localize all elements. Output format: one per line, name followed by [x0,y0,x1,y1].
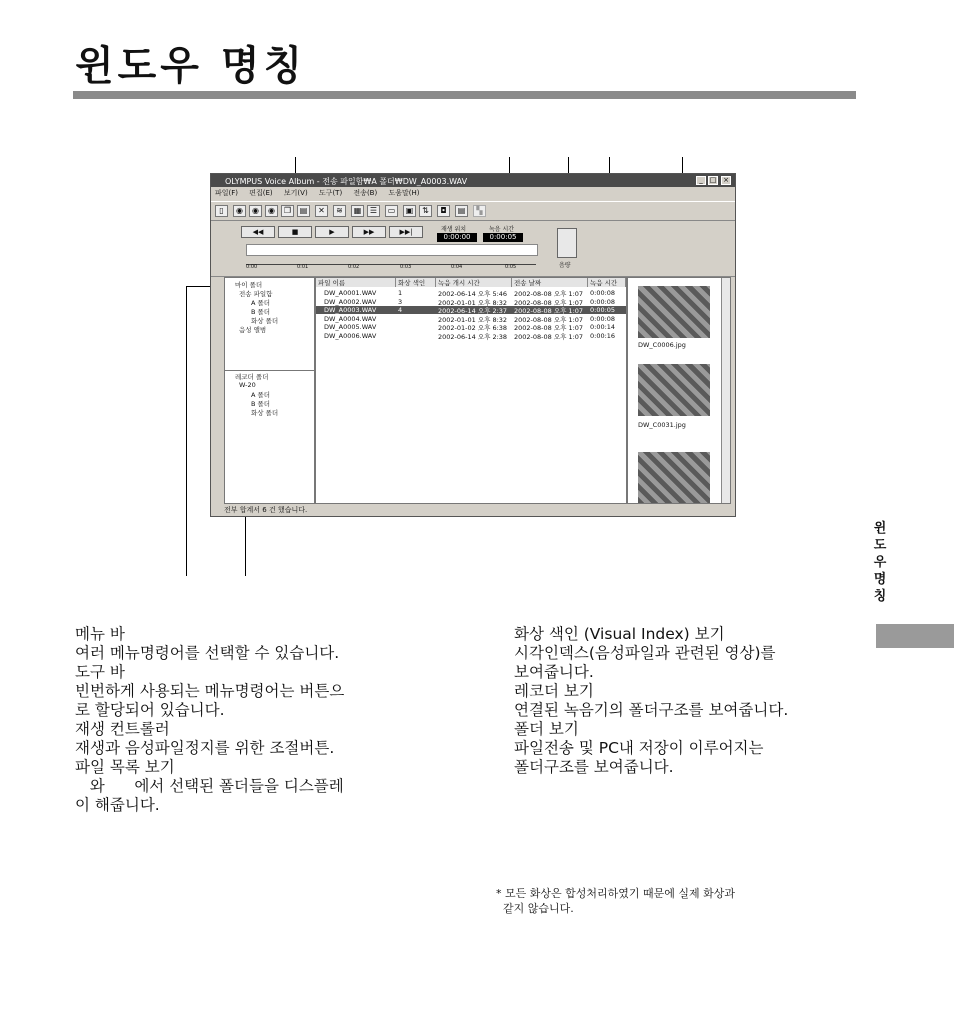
table-cell: DW_A0004.WAV [324,314,377,323]
table-cell: DW_A0006.WAV [324,331,377,340]
position-slider[interactable] [246,244,538,256]
table-cell: 1 [398,289,403,297]
play-file-icon[interactable]: ◉ [249,205,262,217]
footnote: * 모든 화상은 합성처리하였기 때문에 실제 화상과 같지 않습니다. [496,887,735,915]
tree-item[interactable]: 전송 파일함 [239,290,273,298]
title-bar [211,174,735,187]
menu-transfer[interactable]: 전송(B) [353,189,378,197]
table-cell: DW_A0005.WAV [324,323,377,331]
file-list-view [315,277,627,504]
window-title: OLYMPUS Voice Album - 전송 파일함₩A 폴더₩DW_A0003.WAV [225,177,468,186]
table-row[interactable] [316,298,626,306]
tree-item[interactable]: B 폴더 [251,308,271,316]
copy-icon[interactable]: ❐ [281,205,294,217]
table-cell: 2002-01-01 오후 8:32 [438,315,508,324]
table-cell: 0:00:16 [590,331,616,340]
table-cell: DW_A0003.WAV [324,306,377,314]
column-header[interactable]: 파일 이름 [316,278,396,287]
tree-item[interactable]: A 폴더 [251,391,271,399]
title-rule [73,91,856,99]
volume-label: 음량 [559,262,571,269]
table-cell: 2002-06-14 오후 5:46 [438,290,508,298]
thumbnail-image[interactable] [638,452,710,504]
tick-label: 0:03 [400,264,412,270]
right-description: 화상 색인 (Visual Index) 보기 시각인덱스(음성파일과 관련된 영상)를 보여줍니다. 레코더 보기 연결된 녹음기의 폴더구조를 보여줍니다. 폴더 보기 파일전송 및 PC내 저장이 이루어지는 폴더구조를 보여줍니다. [514,625,789,776]
fast-forward-button[interactable]: ▶▶ [352,226,386,238]
menu-bar [211,188,736,200]
image-icon[interactable]: ▣ [403,205,416,217]
table-row[interactable] [316,289,626,297]
thumbnail-caption: DW_C0031.jpg [638,421,686,429]
menu-file[interactable]: 파일(F) [215,189,239,197]
recorder-icon[interactable]: ▯ [215,205,228,217]
table-row[interactable] [316,332,626,340]
table-cell: 0:00:08 [590,314,616,323]
column-header[interactable]: 화상 색인 [396,278,436,287]
scrollbar[interactable] [721,278,730,503]
tick-label: 0:05 [505,264,517,270]
folder-view [224,277,315,504]
tree-item[interactable]: W-20 [239,381,256,389]
menu-view[interactable]: 보기(V) [283,189,308,197]
play-button[interactable]: ▶ [315,226,349,238]
tree-item[interactable]: B 폴더 [251,400,271,408]
left-description: 메뉴 바 여러 메뉴명령어를 선택할 수 있습니다. 도구 바 빈번하게 사용되는 메뉴명령어는 버튼으 로 할당되어 있습니다. 재생 컨트롤러 재생과 음성파일정지를 위한 조절버튼. 파일 목록 보기 와 에서 선택된 폴더들을 디스플레 이 해줍니다. [75,625,345,814]
menu-edit[interactable]: 편집(E) [249,189,273,197]
table-row[interactable] [316,323,626,331]
thumbnail-caption: DW_C0006.jpg [638,341,686,349]
stop-button[interactable]: ■ [278,226,312,238]
tick-label: 0:02 [348,264,360,270]
tick-label: 0:00 [246,264,258,270]
minimize-button[interactable]: _ [696,176,706,185]
tree-item[interactable]: 음성 앨범 [239,326,267,334]
side-tab-label: 윈도우 명칭 [873,521,887,604]
table-cell: 2002-08-08 오후 1:07 [514,324,584,332]
camera-icon[interactable]: ◘ [437,205,450,217]
table-cell: 0:00:08 [590,289,616,297]
record-icon[interactable]: ◉ [233,205,246,217]
table-cell: 2002-06-14 오후 2:38 [438,332,508,341]
table-cell: 2002-01-02 오후 6:38 [438,324,508,332]
table-cell: 2002-06-14 오후 2:37 [438,307,508,315]
callout-line [186,286,187,576]
timeline-ticks [246,256,536,265]
table-row[interactable] [316,315,626,323]
playback-controller [211,220,735,277]
table-cell: 2002-08-08 오후 1:07 [514,307,584,315]
grid-view-icon[interactable]: ▦ [351,205,364,217]
table-row[interactable] [316,306,626,314]
column-header[interactable]: 전송 날짜 [512,278,588,287]
menu-tools[interactable]: 도구(T) [318,189,343,197]
tick-label: 0:01 [297,264,309,270]
table-cell: 4 [398,306,403,314]
table-cell: 2002-08-08 오후 1:07 [514,298,584,307]
column-header[interactable]: 녹음 시간 [588,278,626,287]
table-cell: 0:00:14 [590,323,616,331]
visual-index-icon[interactable]: ▤ [455,205,468,217]
page-title: 윈도우 명칭 [75,43,307,89]
tree-item[interactable]: 화상 폴더 [251,317,279,325]
paste-icon[interactable]: ▤ [297,205,310,217]
tree-item[interactable]: 레코더 폴더 [235,373,269,381]
column-header[interactable]: 녹음 개시 시간 [436,278,512,287]
table-cell: DW_A0001.WAV [324,289,377,297]
menu-help[interactable]: 도움말(H) [388,189,420,197]
table-cell: 2002-08-08 오후 1:07 [514,290,584,298]
tree-item[interactable]: 마이 폴더 [235,281,263,289]
position-display: 0:00:00 [437,233,477,242]
disabled-icon: ▚ [473,205,486,217]
position-label: 재생 위치 [441,226,467,233]
side-tab [876,624,954,648]
table-cell: 2002-08-08 오후 1:07 [514,332,584,341]
thumbnail-image[interactable] [638,364,710,416]
tick-label: 0:04 [451,264,463,270]
table-cell: 0:00:05 [590,306,616,314]
rewind-button[interactable]: ◀◀ [241,226,275,238]
delete-icon[interactable]: ✕ [315,205,328,217]
tree-item[interactable]: A 폴더 [251,299,271,307]
app-window [210,173,736,517]
table-cell: 3 [398,297,403,306]
length-display: 0:00:05 [483,233,523,242]
length-label: 녹음 시간 [489,226,515,233]
table-cell: 2002-08-08 오후 1:07 [514,315,584,324]
recorder-view [225,370,314,371]
speaker-icon[interactable]: ◉ [265,205,278,217]
volume-slider[interactable] [557,228,577,258]
table-cell: 2002-01-01 오후 8:32 [438,298,508,307]
toolbar [211,201,735,221]
tree-item[interactable]: 화상 폴더 [251,409,279,417]
close-button[interactable]: × [721,176,731,185]
skip-end-button[interactable]: ▶▶| [389,226,423,238]
list-view-icon[interactable]: ☰ [367,205,380,217]
window-icon[interactable]: ▭ [385,205,398,217]
status-bar: 전부 합계서 6 건 했습니다. [224,506,308,514]
transfer-icon[interactable]: ⇅ [419,205,432,217]
visual-index-view [627,277,731,504]
table-cell: 0:00:08 [590,297,616,306]
merge-icon[interactable]: ≋ [333,205,346,217]
table-cell: DW_A0002.WAV [324,297,377,306]
thumbnail-image[interactable] [638,286,710,338]
maximize-button[interactable]: □ [709,176,717,184]
